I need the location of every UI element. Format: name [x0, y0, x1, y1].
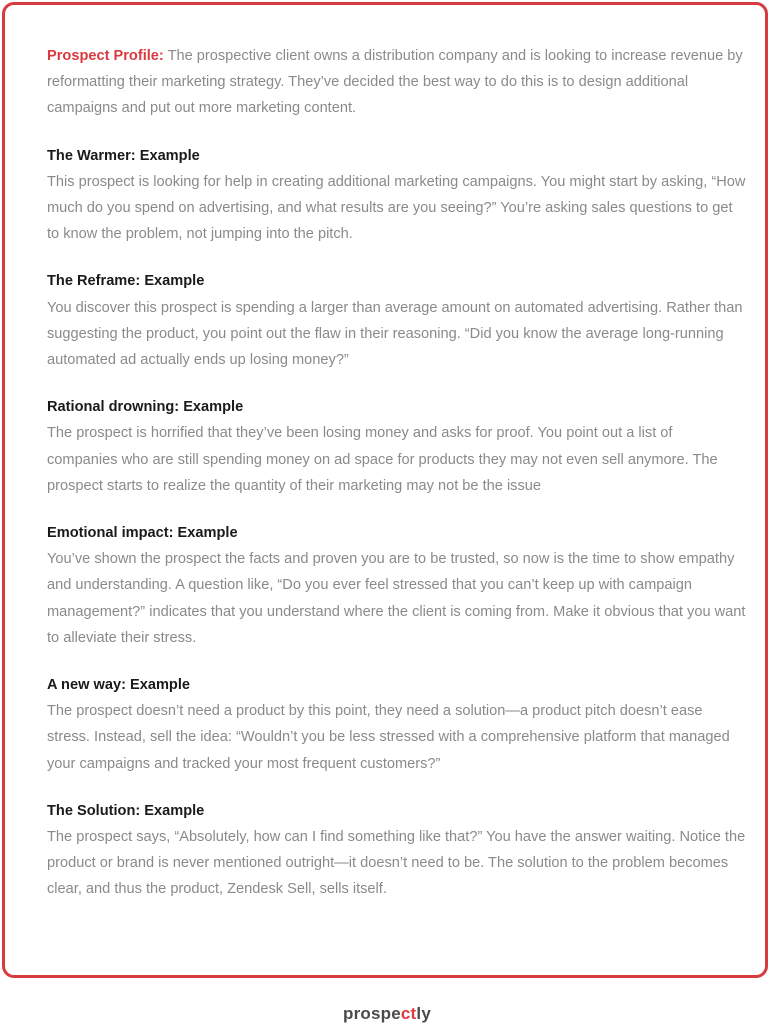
section-warmer — [47, 143, 747, 248]
section-emotional-impact — [47, 520, 747, 651]
section-heading: The Solution: Example — [47, 802, 205, 819]
section-body: This prospect is looking for help in creating additional marketing campaigns. You might start by asking, “How much do you spend on advertising, and what results are you seeing?” You’re asking sales questions to get to know the problem, not jumping into the pitch. — [47, 173, 746, 243]
section-heading: The Reframe: Example — [47, 273, 205, 290]
prospect-profile-label: Prospect Profile: — [47, 48, 164, 64]
section-body: You’ve shown the prospect the facts and proven you are to be trusted, so now is the time to show empathy and understanding. A question like, “Do you ever feel stressed that you can’t keep up with campaign management?” indicates that you understand where the client is coming from. Make it obvious that you want to alleviate their stress. — [47, 551, 746, 646]
logo-text-accent: ct — [400, 1004, 417, 1023]
section-new-way — [47, 672, 747, 777]
logo-text-start: prospe — [343, 1004, 401, 1023]
prospectly-logo — [0, 1003, 774, 1025]
section-rational-drowning — [47, 394, 747, 499]
section-heading: A new way: Example — [47, 677, 191, 694]
section-body: The prospect is horrified that they’ve been losing money and asks for proof. You point out a list of companies who are still spending money on ad space for products they may not even sell anymore. The prospect starts to realize the quantity of their marketing may not be the issue — [47, 425, 718, 494]
logo-text-end: ly — [416, 1004, 431, 1023]
section-body: The prospect says, “Absolutely, how can I find something like that?” You have the answer waiting. Notice the product or brand is never mentioned outright—it doesn’t need to be. The solution to the problem becomes clear, and thus the product, Zendesk Sell, sells itself. — [47, 829, 746, 898]
section-body: The prospect doesn’t need a product by this point, they need a solution—a product pitch doesn’t ease stress. Instead, sell the idea: “Wouldn’t you be less stressed with a comprehensive platform that managed your campaigns and tracked your most frequent customers?” — [47, 703, 730, 772]
prospect-profile — [47, 43, 747, 122]
article-content — [47, 43, 747, 924]
content-card — [2, 2, 768, 978]
section-heading: The Warmer: Example — [47, 147, 200, 164]
prospect-profile-text: The prospective client owns a distribution company and is looking to increase revenue by reformatting their marketing strategy. They’ve decided the best way to do this is to design additional campaigns and put out more marketing content. — [47, 48, 743, 117]
section-solution — [47, 798, 747, 903]
section-body: You discover this prospect is spending a larger than average amount on automated advertising. Rather than suggesting the product, you point out the flaw in their reasoning. “Did you know the average long-running automated ad actually ends up losing money?” — [47, 299, 743, 369]
section-reframe — [47, 268, 747, 373]
section-heading: Rational drowning: Example — [47, 399, 244, 416]
section-heading: Emotional impact: Example — [47, 525, 238, 542]
